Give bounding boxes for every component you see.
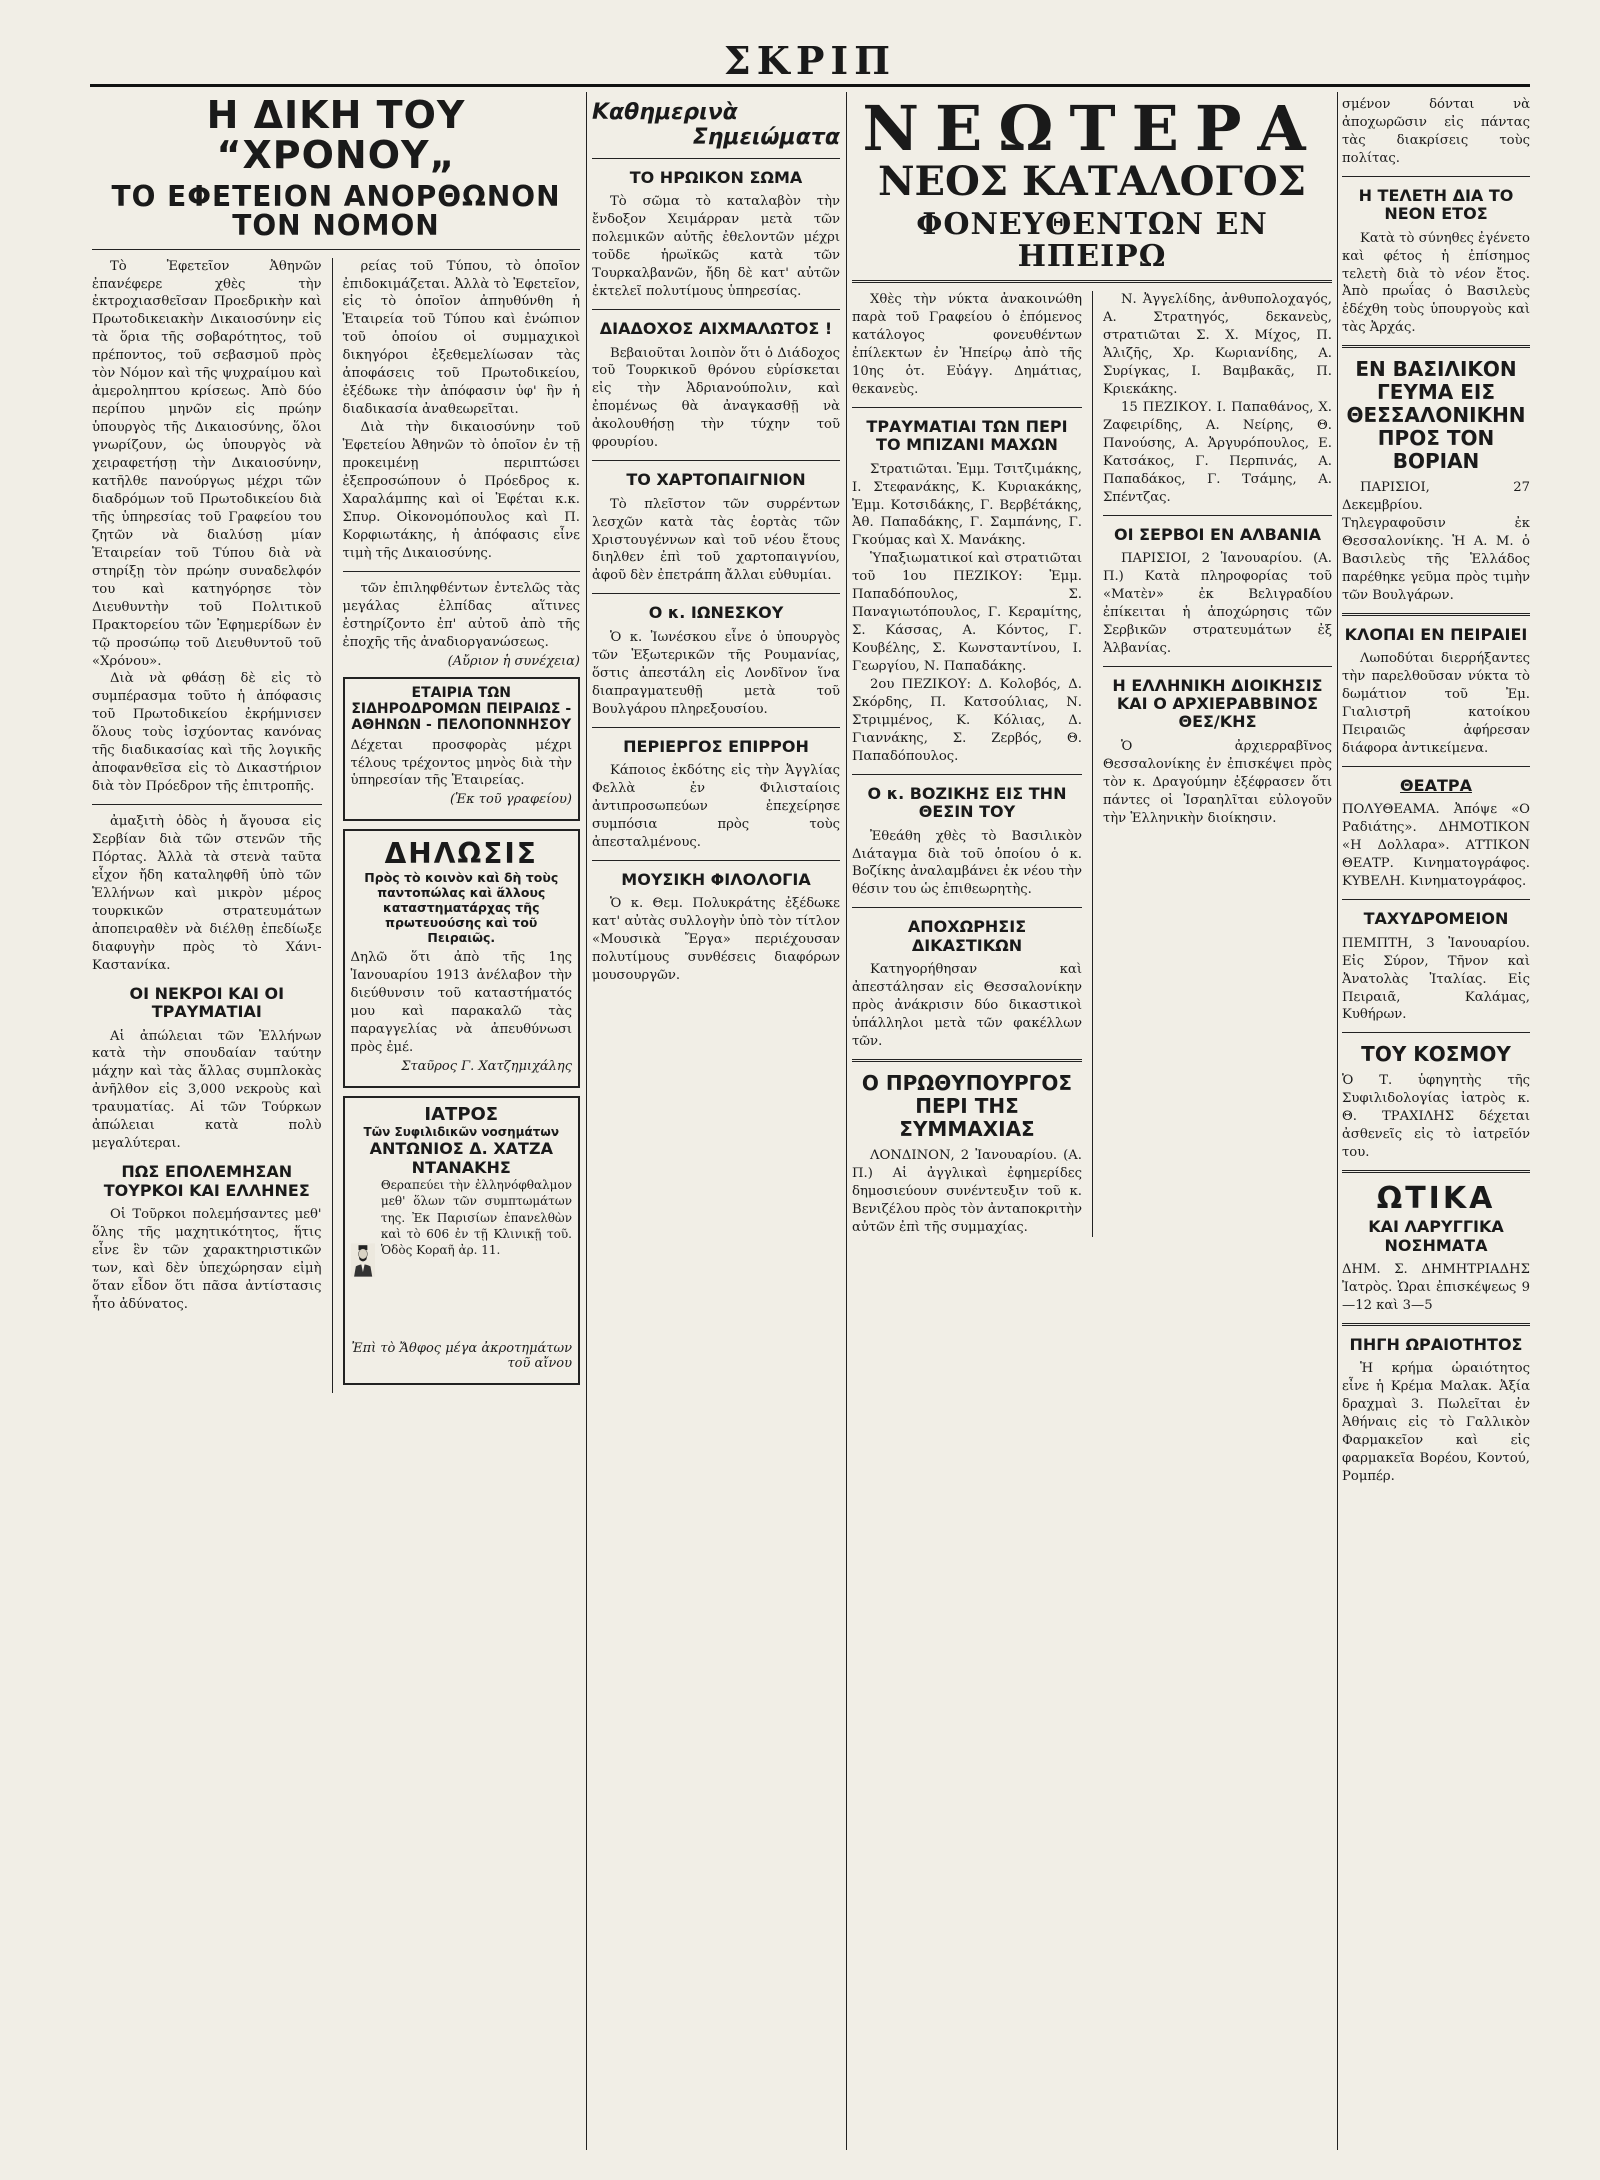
- section-heading: ΜΟΥΣΙΚΗ ΦΙΛΟΛΟΓΙΑ: [621, 869, 811, 889]
- section-heading: ΤΟ ΧΑΡΤΟΠΑΙΓΝΙΟΝ: [626, 470, 806, 490]
- divider: [1342, 176, 1530, 177]
- divider: [1342, 766, 1530, 767]
- paragraph: Ὁ Τ. ὑφηγητὴς τῆς Συφιλιδολογίας ἰατρὸς κ. Θ. ΤΡΑΧΙΛΗΣ δέχεται ἀσθενεῖς εἰς τὸ ἰατρεῖόν του.: [1342, 1073, 1530, 1161]
- declaration-title: ΔΗΛΩΣΙΣ: [384, 837, 538, 871]
- notice-sign: (Ἐκ τοῦ γραφείου): [449, 792, 572, 808]
- section-heading: ΚΛΟΠΑΙ ΕΝ ΠΕΙΡΑΙΕΙ: [1344, 624, 1528, 644]
- section-heading: ΟΙ ΣΕΡΒΟΙ ΕΝ ΑΛΒΑΝΙΑ: [1113, 524, 1321, 544]
- notice-title: ΕΤΑΙΡΙΑ ΤΩΝ ΣΙΔΗΡΟΔΡΟΜΩΝ ΠΕΙΡΑΙΩΣ - ΑΘΗΝΩΝ - ΠΕΛΟΠΟΝΝΗΣΟΥ: [351, 684, 572, 733]
- section-heading: ΟΙ ΝΕΚΡΟΙ ΚΑΙ ΟΙ ΤΡΑΥΜΑΤΙΑΙ: [129, 983, 285, 1022]
- section-heading: ΠΗΓΗ ΩΡΑΙΟΤΗΤΟΣ: [1349, 1334, 1523, 1354]
- doctor-ad-body: [351, 1177, 572, 1339]
- paragraph: Ὁ ἀρχιερραβῖνος Θεσσαλονίκης ἐν ἐπισκέψει πρὸς τὸν κ. Δραγούμην ἐξέφρασεν ὅτι πάντες οἱ Ἰσραηλῖται εὐλογοῦν τὴν Ἑλληνικὴν διοίκησιν.: [1102, 738, 1332, 826]
- column-rule: [332, 258, 333, 1394]
- column-3: [852, 96, 1332, 2146]
- section-heading: ΠΩΣ ΕΠΟΛΕΜΗΣΑΝ ΤΟΥΡΚΟΙ ΚΑΙ ΕΛΛΗΝΕΣ: [103, 1162, 310, 1200]
- column-header-daily: Καθημερινὰ: [592, 100, 738, 125]
- divider: [592, 593, 840, 594]
- divider: [343, 571, 580, 572]
- section-heading: Η ΕΛΛΗΝΙΚΗ ΔΙΟΙΚΗΣΙΣ ΚΑΙ Ο ΑΡΧΙΕΡΑΒΒΙΝΟΣ ΘΕΣ/ΚΗΣ: [1112, 675, 1323, 732]
- paragraph: Τὸ Ἐφετεῖον Ἀθηνῶν ἐπανέφερε χθὲς τὴν ἐκτροχιασθεῖσαν Προεδρικὴν καὶ Πρωτοδικειακὴν Δικαιοσύνην εἰς τὰ ὅρια τῆς σοβαρότητος, τοῦ πρέποντος, τοῦ σεβασμοῦ πρὸς τὸν Νόμον καὶ τῆς ψυχραίμου καὶ ἀμεροληπτου κρίσεως. Ἀπὸ δύο περίπου μηνῶν εἰς πρώην ὑπουργὸς τῆς Δικαιοσύνης, ὅλοι γνωρίζουν, ὡς ὑπουργὸς νὰ χειραφετήσῃ τὴν Δικαιοσύνην, κατῆλθε πανούργως μέχρι τῶν διαδρόμων τοῦ Πρωτοδικείου διὰ τῆς ὑπηρεσίας τοῦ Γραφείου του ζητῶν νὰ διαλύσῃ μίαν Ἑταιρείαν τοῦ Τύπου διὰ νὰ στηρίξῃ τὸν πρώην συναδελφόν του καὶ κατηγόρησε τὸν Διευθυντὴν τοῦ Πολιτικοῦ Πρακτορείου τῶν Ἐφημερίδων ἐν τῷ προσώπῳ τοῦ Διευθυντοῦ τοῦ «Χρόνου».: [92, 258, 322, 669]
- paragraph: ΠΟΛΥΘΕΑΜΑ. Ἀπόψε «Ο Ραδιάτης». ΔΗΜΟΤΙΚΟΝ «Η Δολλαρα». ΑΤΤΙΚΟΝ ΘΕΑΤΡ. Κινηματογράφος. ΚΥΒΕΛΗ. Κινηματογράφος.: [1342, 802, 1530, 890]
- section-heading: ΔΙΑΔΟΧΟΣ ΑΙΧΜΑΛΩΤΟΣ !: [599, 319, 833, 339]
- doctor-portrait: [351, 1185, 375, 1335]
- section-heading: ΠΕΡΙΕΡΓΟΣ ΕΠΙΡΡΟΗ: [623, 736, 809, 756]
- paragraph: ἀμαξιτὴ ὁδὸς ἡ ἄγουσα εἰς Σερβίαν διὰ τῶν στενῶν τῆς Πόρτας. Ἀλλὰ τὰ στενὰ ταῦτα εἶχον ἤδη καταληφθῆ ὑπὸ τῶν Ἑλλήνων καὶ μικρὸν μέρος τουρκικῶν στρατευμάτων ἀποπειραθὲν νὰ διέλθῃ ἐπεδίωξε διαφυγὴν πρὸς τὸ Χάνι-Καστανίκα.: [92, 814, 322, 973]
- paragraph: Ἐθεάθη χθὲς τὸ Βασιλικὸν Διάταγμα διὰ τοῦ ὁποίου ὁ κ. Βοζίκης ἀναλαμβάνει ἐκ νέου τὴν θέσιν του ὡς ἐπιθεωρητὴς.: [852, 828, 1082, 898]
- paragraph: Ὁ κ. Ἰωνέσκου εἶνε ὁ ὑπουργὸς τῶν Ἐξωτερικῶν τῆς Ρουμανίας, ὅστις ἀπεστάλη εἰς Λονδῖνον ἵνα διαπραγματευθῇ μετὰ τοῦ Βουλγάρου πληρεξουσίου.: [592, 629, 840, 717]
- divider: [852, 280, 1332, 283]
- railway-notice: [343, 677, 580, 822]
- paragraph: Λωποδύται διερρήξαντες τὴν παρελθοῦσαν νύκτα τὸ δωμάτιον τοῦ Ἐμ. Γιαλιστρῆ κατοίκου Πειραιῶς ἀφήρεσαν διάφορα ἀντικείμενα.: [1342, 651, 1530, 757]
- section-heading: ΘΕΑΤΡΑ: [1400, 776, 1472, 796]
- paragraph: ρείας τοῦ Τύπου, τὸ ὁποῖον ἐπιδοκιμάζεται. Ἀλλὰ τὸ Ἐφετεῖον, εἰς τὸ ὁποῖον ἀπηυθύνθη ἡ Ἑταιρεία τοῦ Τύπου καὶ ἐνώπιον τοῦ ὁποίου οἱ συμμαχικοὶ δικηγόροι ἐξεθεμελίωσαν τὰς ἀποφάσεις τοῦ Πρωτοδικείου, ἐξέδωκε τὴν ἀπόφασιν ὑφ' ἣν ἡ διαδικασία ἀναθεωρεῖται.: [342, 258, 580, 418]
- column-2: [592, 96, 840, 2146]
- paragraph: Βεβαιοῦται λοιπὸν ὅτι ὁ Διάδοχος τοῦ Τουρκικοῦ θρόνου εὑρίσκεται εἰς τὴν Ἀδριανούπολιν, καὶ ἐπομένως θὰ ἀναγκασθῇ νὰ ἀκολουθήσῃ τὴν τύχην τοῦ φρουρίου.: [592, 345, 840, 451]
- doctor-ad-subtitle: Τῶν Συφιλιδικῶν νοσημάτων: [363, 1125, 559, 1140]
- paragraph: Ἡ κρήμα ὡραιότητος εἶνε ἡ Κρέμα Μαλακ. Ἀξία δραχμαὶ 3. Πωλεῖται ἐν Ἀθήναις εἰς τὸ Γαλλικὸν Φαρμακεῖον καὶ εἰς φαρμακεῖα Βορέου, Κοντού, Ρομπέρ.: [1342, 1361, 1530, 1484]
- divider: [1342, 899, 1530, 900]
- divider: [1342, 345, 1530, 348]
- masthead: [90, 38, 1530, 88]
- section-heading: ΤΟ ΗΡΩΙΚΟΝ ΣΩΜΑ: [629, 168, 803, 187]
- paragraph: Αἱ ἀπώλειαι τῶν Ἑλλήνων κατὰ τὴν σπουδαίαν ταύτην μάχην καὶ τὰς ἄλλας συμπλοκὰς ἀνῆλθον εἰς 3,000 νεκροὺς καὶ τραυματίας. Αἱ τῶν Τούρκων ἀπώλειαι κατὰ πολὺ μεγαλύτεραι.: [92, 1028, 322, 1152]
- divider: [1103, 666, 1332, 667]
- paragraph: Τὸ σῶμα τὸ καταλαβὸν τὴν ἔνδοξον Χειμάρραν μετὰ τῶν πολεμικῶν αὐτῆς ἐθελοντῶν μέχρι τοῦδε ἡρωϊκῶς κατὰ τῶν Τουρκαλβανῶν, ἤδη δὲ κατ' αὐτῶν ἐκτελεῖ πολυτίμους ὑπηρεσίας.: [592, 194, 840, 300]
- paragraph: ΠΑΡΙΣΙΟΙ, 27 Δεκεμβρίου. Τηλεγραφοῦσιν ἐκ Θεσσαλονίκης. Ἡ Α. Μ. ὁ Βασιλεὺς τῆς Ἑλλάδος παρέθηκε γεῦμα πρὸς τιμὴν τῶν Βουλγάρων.: [1342, 480, 1530, 604]
- paragraph: σμένον δόνται νὰ ἀποχωρῶσιν εἰς πάντας τὰς διακρίσεις τοὺς πολίτας.: [1342, 97, 1530, 166]
- section-heading: Η ΤΕΛΕΤΗ ΔΙΑ ΤΟ ΝΕΟΝ ΕΤΟΣ: [1358, 185, 1514, 224]
- column-rule: [1337, 92, 1338, 2150]
- ear-ad-title: ΩΤΙΚΑ: [1376, 1181, 1496, 1217]
- section-heading: ΤΡΑΥΜΑΤΙΑΙ ΤΩΝ ΠΕΡΙ ΤΟ ΜΠΙΖΑΝΙ ΜΑΧΩΝ: [866, 416, 1068, 455]
- column-rule: [586, 92, 587, 2150]
- divider: [592, 860, 840, 861]
- paragraph: Στρατιῶται. Ἐμμ. Τσιτζιμάκης, Ι. Στεφανάκης, Κ. Κυριακάκης, Ἐμμ. Κοτσιδάκης, Γ. Βερβέτάκης, Ἀθ. Παπαδάκης, Γ. Σαμπάνης, Γ. Γκούμας καὶ Χ. Μανάκης.: [852, 461, 1082, 549]
- paragraph: 15 ΠΕΖΙΚΟΥ. Ι. Παπαθάνος, Χ. Ζαφειρίδης, Α. Νείρης, Θ. Πανούσης, Α. Ἀργυρόπουλος, Ε. Κατσάκος, Γ. Περπινάς, Α. Παπαδάκος, Γ. Τσάμης, Α. Σπέντζας.: [1102, 399, 1332, 505]
- article-subcolumn-left: [92, 258, 322, 1394]
- declaration-subtitle: Πρὸς τὸ κοινὸν καὶ δὴ τοὺς παντοπώλας καὶ ἄλλους καταστηματάρχας τῆς πρωτευούσης καὶ τοῦ Πειραιῶς.: [364, 870, 559, 946]
- news-subtitle-2: ΦΟΝΕΥΘΕΝΤΩΝ ΕΝ ΗΠΕΙΡΩ: [916, 207, 1268, 274]
- divider: [1342, 1170, 1530, 1173]
- declaration-text: Δηλῶ ὅτι ἀπὸ τῆς 1ης Ἰανουαρίου 1913 ἀνέλαβον τὴν διεύθυνσιν τοῦ καταστήματός μου καὶ παρακαλῶ τὰς παραγγελίας νὰ ἀπευθύνωσι πρὸς ἐμέ.: [350, 950, 572, 1056]
- divider: [852, 1059, 1082, 1062]
- news-subcolumn-right: [1103, 291, 1332, 1237]
- section-heading: Ο κ. ΙΩΝΕΣΚΟΥ: [648, 603, 784, 623]
- divider: [592, 727, 840, 728]
- doctor-name: ΑΝΤΩΝΙΟΣ Δ. ΧΑΤΖΑ ΝΤΑΝΑΚΗΣ: [369, 1139, 553, 1178]
- paragraph: ΛΟΝΔΙΝΟΝ, 2 Ἰανουαρίου. (Α. Π.) Αἱ ἀγγλικαὶ ἐφημερίδες δημοσιεύουν συνέντευξιν τοῦ κ. Βενιζέλου πρὸς τὸν ἀνταποκριτὴν αὐτῶν ἐπὶ τῆς συμμαχίας.: [852, 1147, 1082, 1235]
- column-rule: [846, 92, 847, 2150]
- divider: [1103, 515, 1332, 516]
- section-heading: ΤΑΧΥΔΡΟΜΕΙΟΝ: [1363, 909, 1509, 929]
- section-heading: Ο κ. ΒΟΖΙΚΗΣ ΕΙΣ ΤΗΝ ΘΕΣΙΝ ΤΟΥ: [867, 783, 1067, 822]
- paragraph: Ὑπαξιωματικοί καὶ στρατιῶται τοῦ 1ου ΠΕΖΙΚΟΥ: Ἐμμ. Παπαδόπουλος, Σ. Παναγιωτόπουλος, Γ. Κεραμίτης, Σ. Κάσσας, Α. Κόντος, Γ. Κουβέλης, Σ. Κωνσταντίνου, Ι. Γεωργίου, Ν. Παπαδάκης.: [852, 551, 1082, 675]
- news-body: [852, 291, 1332, 1237]
- divider: [592, 158, 840, 159]
- paragraph: τῶν ἐπιληφθέντων ἐντελῶς τὰς μεγάλας ἐλπίδας αἵτινες ἐστηρίζοντο ἐπ' αὐτοῦ ἀπὸ τῆς ἐποχῆς τῆς ἀναδιοργανώσεως.: [342, 580, 580, 650]
- doctor-ad: [343, 1096, 580, 1385]
- masthead-title: ΣΚΡΙΠ: [723, 38, 897, 83]
- ear-ad-text: ΔΗΜ. Σ. ΔΗΜΗΤΡΙΑΔΗΣ Ἰατρὸς. Ὡραι ἐπισκέψεως 9—12 καὶ 3—5: [1342, 1261, 1530, 1313]
- section-heading: ΕΝ ΒΑΣΙΛΙΚΟΝ ΓΕΥΜΑ ΕΙΣ ΘΕΣΣΑΛΟΝΙΚΗΝ ΠΡΟΣ ΤΟΝ ΒΟΡΙΑΝ: [1346, 357, 1526, 474]
- article-subcolumn-right: [343, 258, 580, 1394]
- divider: [852, 774, 1082, 775]
- news-title: ΝΕΩΤΕΡΑ: [862, 96, 1322, 165]
- paragraph: Κάποιος ἐκδότης εἰς τὴν Ἀγγλίας Φελλὰ ἐν Φιλισταίοις ἀντιπροσωπεύων ἐπεχείρησε συμπόσια πρὸς τοὺς ἀπεσταλμένους.: [592, 762, 840, 850]
- notice-text: Δέχεται προσφορὰς μέχρι τέλους τρέχοντος μηνὸς διὰ τὴν ὑπηρεσίαν τῆς Ἑταιρείας.: [350, 737, 572, 789]
- doctor-ad-title: ΙΑΤΡΟΣ: [424, 1104, 499, 1126]
- section-heading: ΤΟΥ ΚΟΣΜΟΥ: [1361, 1042, 1511, 1067]
- article-title: Η ΔΙΚΗ ΤΟΥ “ΧΡΟΝΟΥ„: [206, 96, 466, 177]
- continued-note: (Αὔριον ἡ συνέχεια): [447, 653, 580, 669]
- divider: [92, 249, 580, 250]
- divider: [592, 460, 840, 461]
- paragraph: Οἱ Τοῦρκοι πολεμήσαντες μεθ' ὅλης τῆς μαχητικότητος, ἥτις εἶνε ἓν τῶν χαρακτηριστικῶν των, καὶ δὲν ὑπεχώρησαν εἰμὴ ὅταν εἶδον ὅτι πᾶσα ἀντίστασις ἦτο ἀδύνατος.: [92, 1206, 322, 1312]
- column-1: [92, 96, 580, 2146]
- divider: [1342, 1032, 1530, 1033]
- column-rule: [1092, 291, 1093, 1237]
- section-heading: Ο ΠΡΩΘΥΠΟΥΡΓΟΣ ΠΕΡΙ ΤΗΣ ΣΥΜΜΑΧΙΑΣ: [861, 1070, 1073, 1141]
- column-header-notes: Σημειώματα: [692, 125, 840, 150]
- column-4: [1342, 96, 1530, 2146]
- paragraph: Κατηγορήθησαν καὶ ἀπεστάλησαν εἰς Θεσσαλονίκην πρὸς ἀνάκρισιν δύο δικαστικοὶ ὑπάλληλοι μετὰ τῶν φακέλλων τῶν.: [852, 962, 1082, 1049]
- article-subtitle: ΤΟ ΕΦΕΤΕΙΟΝ ΑΝΟΡΘΩΝΟΝ ΤΟΝ ΝΟΜΟΝ: [111, 179, 561, 243]
- divider: [1342, 613, 1530, 616]
- news-subcolumn-left: [852, 291, 1082, 1237]
- paragraph: ΠΑΡΙΣΙΟΙ, 2 Ἰανουαρίου. (Α. Π.) Κατὰ πληροφορίας τοῦ «Ματὲν» ἐκ Βελιγραδίου ἐπίκειται ἡ ἀποχώρησις τῶν Σερβικῶν στρατευμάτων ἐξ Ἀλβανίας.: [1102, 550, 1332, 656]
- doctor-ad-text: Θεραπεύει τὴν ἐλληνόφθαλμον μεθ' ὅλων τῶν συμπτωμάτων της. Ἐκ Παρισίων ἐπανελθὼν καὶ τὸ 606 ἐν τῇ Κλινικῇ τοῦ. Ὁδὸς Κοραῆ ἀρ. 11.: [380, 1178, 572, 1258]
- news-subtitle: ΝΕΟΣ ΚΑΤΑΛΟΓΟΣ: [877, 158, 1307, 206]
- portrait-caption: Ἐπὶ τὸ Ἄθφος μέγα ἀκροτημάτων τοῦ αἴνου: [351, 1341, 572, 1372]
- article-body: [92, 258, 580, 1394]
- declaration-sign: Σταῦρος Γ. Χατζημιχάλης: [401, 1059, 572, 1075]
- paragraph: Ὁ κ. Θεμ. Πολυκράτης ἐξέδωκε κατ' αὐτὰς συλλογὴν ὑπὸ τὸν τίτλον «Μουσικὰ Ἔργα» περιέχουσαν πολυτίμους συνθέσεις διαφόρων μουσουργῶν.: [592, 896, 840, 983]
- paragraph: Κατὰ τὸ σύνηθες ἐγένετο καὶ φέτος ἡ ἐπίσημος τελετὴ διὰ τὸ νέον ἔτος. Ἀπὸ πρωΐας ὁ Βασιλεὺς ἐδέχθη τοὺς ὑπουργοὺς καὶ τὰς Ἀρχάς.: [1342, 230, 1530, 336]
- ear-ad-subtitle: ΚΑΙ ΛΑΡΥΓΓΙΚΑ ΝΟΣΗΜΑΤΑ: [1368, 1217, 1504, 1255]
- divider: [592, 309, 840, 310]
- declaration-ad: [343, 829, 580, 1088]
- divider: [92, 804, 322, 805]
- paragraph: Ν. Ἀγγελίδης, ἀνθυπολοχαγός, Α. Στρατηγός, δεκανεὺς, στρατιῶται Σ. Χ. Μίχος, Π. Ἀλιζῆς, Χρ. Κωριανίδης, Α. Συρίγκας, Ι. Βαμβακᾶς, Π. Κριεκάκης.: [1102, 292, 1332, 397]
- paragraph: ΠΕΜΠΤΗ, 3 Ἰανουαρίου. Εἰς Σύρον, Τῆνον καὶ Ἀνατολὰς Ἰταλίας. Εἰς Πειραιᾶ, Καλάμας, Κυθήρων.: [1342, 935, 1530, 1023]
- divider: [852, 907, 1082, 908]
- section-heading: ΑΠΟΧΩΡΗΣΙΣ ΔΙΚΑΣΤΙΚΩΝ: [907, 917, 1027, 955]
- paragraph: Διὰ τὴν δικαιοσύνην τοῦ Ἐφετείου Ἀθηνῶν τὸ ὁποῖον ἐν τῇ προκειμένῃ περιπτώσει ἐξεπροσώπουν ὁ Πρόεδρος κ. Χαραλάμπης καὶ οἱ Ἐφέται κ.κ. Σπυρ. Οἰκονομόπουλος καὶ Π. Κορφιωτάκης, ἡ ἀπόφασις εἶνε τιμὴ τῆς Δικαιοσύνης.: [342, 420, 580, 561]
- divider: [852, 407, 1082, 408]
- paragraph: Διὰ νὰ φθάσῃ δὲ εἰς τὸ συμπέρασμα τοῦτο ἡ ἀπόφασις τοῦ Πρωτοδικείου ἐκρήμνισεν ὅλους τοὺς ἰσχύοντας κανόνας τῆς διαδικασίας καὶ τῆς λογικῆς ἀποφανθεῖσα εἰς τὸ Δικαστήριον διὰ τὸν Πρόεδρον τῆς ἐπιτροπῆς.: [92, 671, 322, 795]
- masthead-rule: [90, 84, 1530, 87]
- paragraph: Τὸ πλεῖστον τῶν συρρέντων λεσχῶν κατὰ τὰς ἑορτὰς τῶν Χριστουγέννων καὶ τοῦ νέου ἔτους διηλθεν ἐπὶ τοῦ χαρτοπαιγνίου, ἀφοῦ δὲν ἐπετράπη ἄλλαι εὐθυμίαι.: [592, 496, 840, 584]
- paragraph: Χθὲς τὴν νύκτα ἀνακοινώθη παρὰ τοῦ Γραφείου ὁ ἐπόμενος κατάλογος φονευθέντων ἐπίλεκτων ἐν Ἠπείρῳ ἀπὸ τῆς 10ης ὁτ. Εὐάγγ. Δημάτιας, θεκανεὺς.: [852, 292, 1082, 397]
- divider: [1342, 1323, 1530, 1326]
- paragraph: 2ου ΠΕΖΙΚΟΥ: Δ. Κολοβός, Δ. Σκόρδης, Π. Κατσούλιας, Ν. Στριμμένος, Κ. Κόλιας, Δ. Γιαννάκης, Σ. Ζερβός, Θ. Παπαδόπουλος.: [852, 677, 1082, 764]
